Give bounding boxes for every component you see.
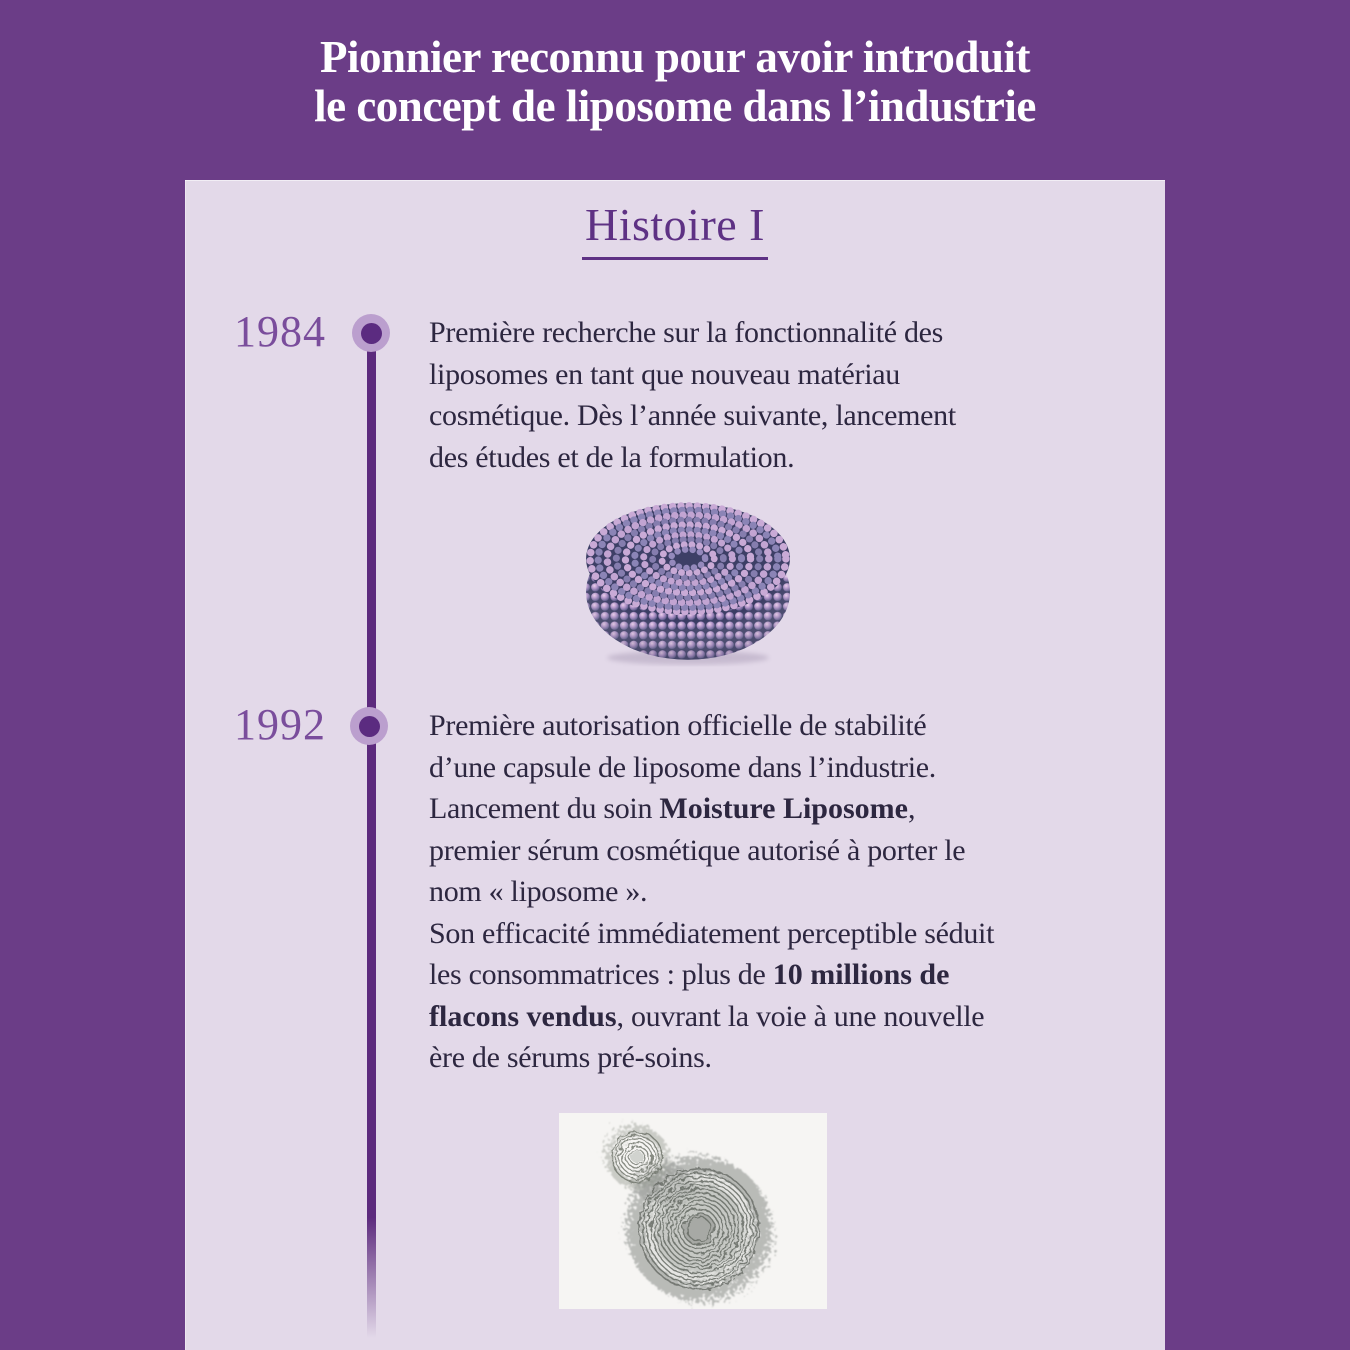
page-title: Pionnier reconnu pour avoir introduit le concept de liposome dans l’industrie xyxy=(314,32,1036,131)
liposome-3d-image xyxy=(581,496,795,668)
year-label-1984: 1984 xyxy=(234,307,326,356)
timeline-dot-1984 xyxy=(352,314,390,352)
year-label-1992: 1992 xyxy=(234,700,326,749)
event-text-1984: Première recherche sur la fonctionnalité des liposomes en tant que nouveau matériau cosmétique. Dès l’année suivante, lancement des études et de la formulation. xyxy=(429,316,956,474)
card-heading: Histoire I xyxy=(582,200,768,260)
timeline-dot-1984-inner xyxy=(361,323,382,344)
event-text-1992: Première autorisation officielle de stabilité d’une capsule de liposome dans l’industrie. Lancement du soin Moisture Liposome, premier sérum cosmétique autorisé à porter le nom « liposome ». Son efficacité immédiatement perceptible séduit les consommatrices : plus de 10 millions de flacons vendus, ouvrant la voie à une nouvelle ère de sérums pré-soins. xyxy=(429,709,995,1074)
timeline-line xyxy=(367,333,376,1338)
timeline-dot-1992-inner xyxy=(359,716,380,737)
timeline-dot-1992 xyxy=(350,707,388,745)
liposome-micrograph-image xyxy=(559,1113,827,1309)
card-heading-row xyxy=(185,200,1165,260)
history-card xyxy=(185,180,1165,1350)
